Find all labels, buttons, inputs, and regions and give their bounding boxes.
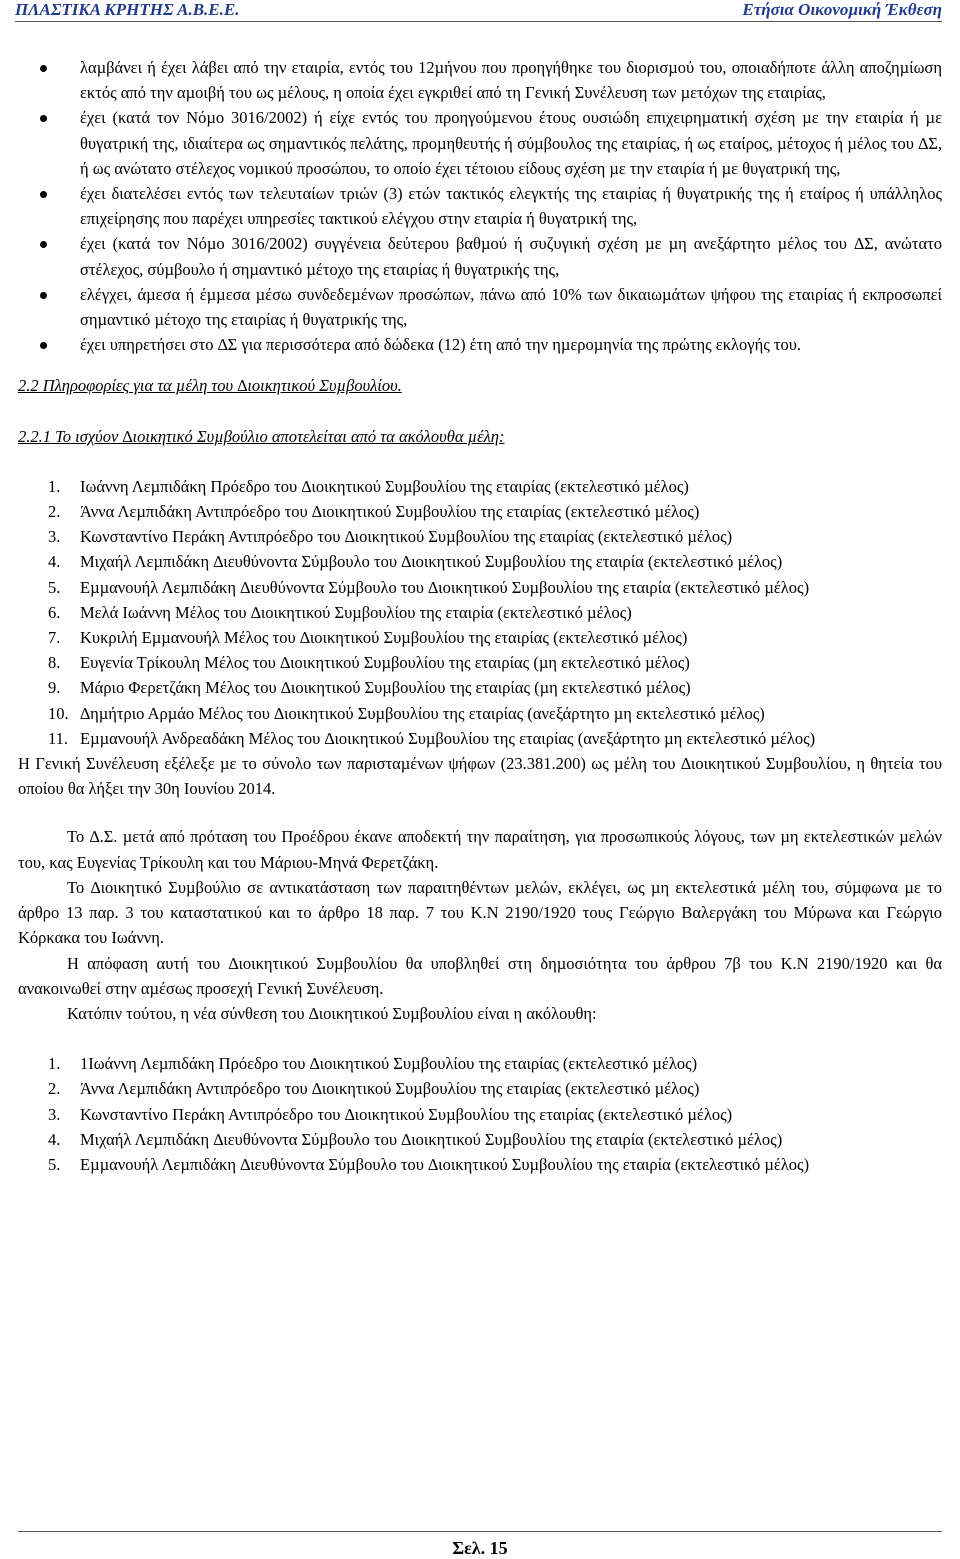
list-item: 1. Ιωάννη Λεµπιδάκη Πρόεδρο του ∆ιοικητικού Συµβουλίου της εταιρίας (εκτελεστικό µέλος) — [48, 476, 689, 496]
page-number: Σελ. 15 — [452, 1538, 508, 1558]
bullet-icon — [40, 292, 47, 299]
new-board-list — [18, 1051, 942, 1177]
list-item: έχει (κατά τον Νόµο 3016/2002) ή είχε εντός του προηγούµενου έτους ουσιώδη επιχειρηµατική σχέση µε την εταιρία ή µε θυγατρική της, ιδιαίτερα ως σηµαντικός πελάτης, προµηθευτής ή σύµβουλος της εταιρίας, ή ως εταίρος, µέτοχος ή µέλος του ∆Σ, ή ως ανώτατο στέλεχος νοµικού προσώπου, το οποίο έχει τέτοιου είδους σχέση µε την εταιρία ή µε θυγατρική της, — [18, 105, 942, 181]
current-board-list — [18, 474, 942, 751]
section-heading-2-2-1: 2.2.1 Το ισχύον ∆ιοικητικό Συµβούλιο αποτελείται από τα ακόλουθα µέλη: — [18, 426, 505, 446]
header-divider — [15, 21, 942, 22]
list-item: 5. Εµµανουήλ Λεµπιδάκη ∆ιευθύνοντα Σύµβουλο του ∆ιοικητικού Συµβουλίου της εταιρία (εκτελεστικό µέλος) — [48, 577, 810, 597]
list-item: 4. Μιχαήλ Λεµπιδάκη ∆ιευθύνοντα Σύµβουλο του ∆ιοικητικού Συµβουλίου της εταιρία (εκτελεστικό µέλος) — [48, 552, 783, 572]
bullet-icon — [40, 115, 47, 122]
header-company: ΠΛΑΣΤΙΚΑ ΚΡΗΤΗΣ Α.Β.Ε.Ε. — [15, 0, 240, 19]
list-item: ελέγχει, άµεσα ή έµµεσα µέσω συνδεδεµένων προσώπων, πάνω από 10% των δικαιωµάτων ψήφου της εταιρίας ή εκπροσωπεί σηµαντικό µέτοχο της εταιρίας ή θυγατρικής της, — [18, 282, 942, 332]
list-item: 1. 1Ιωάννη Λεµπιδάκη Πρόεδρο του ∆ιοικητικού Συµβουλίου της εταιρίας (εκτελεστικό µέλος) — [48, 1054, 698, 1074]
list-item: 7. Κυκριλή Εµµανουήλ Μέλος του ∆ιοικητικού Συµβουλίου της εταιρίας (εκτελεστικό µέλος) — [48, 628, 688, 648]
list-item: 8. Ευγενία Τρίκουλη Μέλος του ∆ιοικητικού Συµβουλίου της εταιρίας (µη εκτελεστικό µέλος) — [48, 653, 690, 673]
list-item: 4. Μιχαήλ Λεµπιδάκη ∆ιευθύνοντα Σύµβουλο του ∆ιοικητικού Συµβουλίου της εταιρία (εκτελεστικό µέλος) — [48, 1129, 783, 1149]
section-heading-2-2: 2.2 Πληροφορίες για τα µέλη του ∆ιοικητικού Συµβουλίου. — [18, 376, 402, 396]
list-item: 10. ∆ηµήτριο Αρµάο Μέλος του ∆ιοικητικού Συµβουλίου της εταιρίας (ανεξάρτητο µη εκτελεστικό µέλος) — [48, 703, 765, 723]
page-header — [0, 0, 960, 20]
bullet-icon — [40, 342, 47, 349]
list-item: έχει (κατά τον Νόµο 3016/2002) συγγένεια δεύτερου βαθµού ή συζυγική σχέση µε µη ανεξάρτητο µέλος του ∆Σ, ανώτατο στέλεχος, σύµβουλο ή σηµαντικό µέτοχο της εταιρίας ή θυγατρικής της, — [18, 231, 942, 281]
list-item: 2. Άννα Λεµπιδάκη Αντιπρόεδρο του ∆ιοικητικού Συµβουλίου της εταιρίας (εκτελεστικό µέλος) — [48, 502, 700, 522]
list-item: έχει διατελέσει εντός των τελευταίων τριών (3) ετών τακτικός ελεγκτής της εταιρίας ή θυγατρικής της ή εταίρος ή υπάλληλος επιχείρησης που παρέχει υπηρεσίες τακτικού ελέγχου στην εταιρία ή θυγατρική της, — [18, 181, 942, 231]
list-item: 2. Άννα Λεµπιδάκη Αντιπρόεδρο του ∆ιοικητικού Συµβουλίου της εταιρίας (εκτελεστικό µέλος) — [48, 1079, 700, 1099]
independence-criteria-list — [18, 55, 942, 357]
bullet-icon — [40, 191, 47, 198]
bullet-icon — [40, 241, 47, 248]
bullet-icon — [40, 65, 47, 72]
resignation-paragraph: Το ∆.Σ. µετά από πρόταση του Προέδρου έκανε αποδεκτή την παραίτηση, για προσωπικούς λόγους, των µη εκτελεστικών µελών του, κας Ευγενίας Τρίκουλη και του Μάριου-Μηνά Φερετζάκη. — [18, 827, 942, 872]
header-report-title: Ετήσια Οικονοµική Έκθεση — [742, 0, 942, 19]
list-item: 9. Μάριο Φερετζάκη Μέλος του ∆ιοικητικού Συµβουλίου της εταιρίας (µη εκτελεστικό µέλος) — [48, 678, 691, 698]
list-item: 3. Κωνσταντίνο Περάκη Αντιπρόεδρο του ∆ιοικητικού Συµβουλίου της εταιρίας (εκτελεστικό µέλος) — [48, 527, 733, 547]
footer-divider — [18, 1531, 942, 1532]
decision-paragraph: Η απόφαση αυτή του ∆ιοικητικού Συµβουλίου θα υποβληθεί στη δηµοσιότητα του άρθρου 7β του Κ.Ν 2190/1920 και θα ανακοινωθεί στην αµέσως προσεχή Γενική Συνέλευση. — [18, 953, 942, 998]
replacement-paragraph: Το ∆ιοικητικό Συµβούλιο σε αντικατάσταση των παραιτηθέντων µελών, εκλέγει, ως µη εκτελεστικά µέλη του, σύµφωνα µε το άρθρο 13 παρ. 3 του καταστατικού και το άρθρο 18 παρ. 7 του Κ.Ν 2190/1920 τους Γεώργιο Βαλεργάκη του Μύρωνα και Γεώργιο Κόρκακα του Ιωάννη. — [18, 877, 942, 948]
new-composition-paragraph: Κατόπιν τούτου, η νέα σύνθεση του ∆ιοικητικού Συµβουλίου είναι η ακόλουθη: — [67, 1003, 597, 1023]
page-footer — [0, 1538, 960, 1559]
list-item: 5. Εµµανουήλ Λεµπιδάκη ∆ιευθύνοντα Σύµβουλο του ∆ιοικητικού Συµβουλίου της εταιρία (εκτελεστικό µέλος) — [48, 1154, 810, 1174]
list-item: 11. Εµµανουήλ Ανδρεαδάκη Μέλος του ∆ιοικητικού Συµβουλίου της εταιρίας (ανεξάρτητο µη εκτελεστικό µέλος) — [48, 728, 816, 748]
document-body — [18, 55, 942, 1177]
general-assembly-paragraph: Η Γενική Συνέλευση εξέλεξε µε το σύνολο των παρισταµένων ψήφων (23.381.200) ως µέλη του ∆ιοικητικού Συµβουλίου, η θητεία του οποίου θα λήξει την 30η Ιουνίου 2014. — [18, 754, 942, 799]
list-item: έχει υπηρετήσει στο ∆Σ για περισσότερα από δώδεκα (12) έτη από την ηµεροµηνία της πρώτης εκλογής του. — [18, 332, 942, 357]
list-item: 6. Μελά Ιωάννη Μέλος του ∆ιοικητικού Συµβουλίου της εταιρία (εκτελεστικό µέλος) — [48, 602, 632, 622]
list-item: λαµβάνει ή έχει λάβει από την εταιρία, εντός του 12µήνου που προηγήθηκε του διορισµού του, οποιαδήποτε άλλη αποζηµίωση εκτός από την αµοιβή του ως µέλους, η οποία έχει εγκριθεί από τη Γενική Συνέλευση των µετόχων της εταιρίας, — [18, 55, 942, 105]
list-item: 3. Κωνσταντίνο Περάκη Αντιπρόεδρο του ∆ιοικητικού Συµβουλίου της εταιρίας (εκτελεστικό µέλος) — [48, 1104, 733, 1124]
